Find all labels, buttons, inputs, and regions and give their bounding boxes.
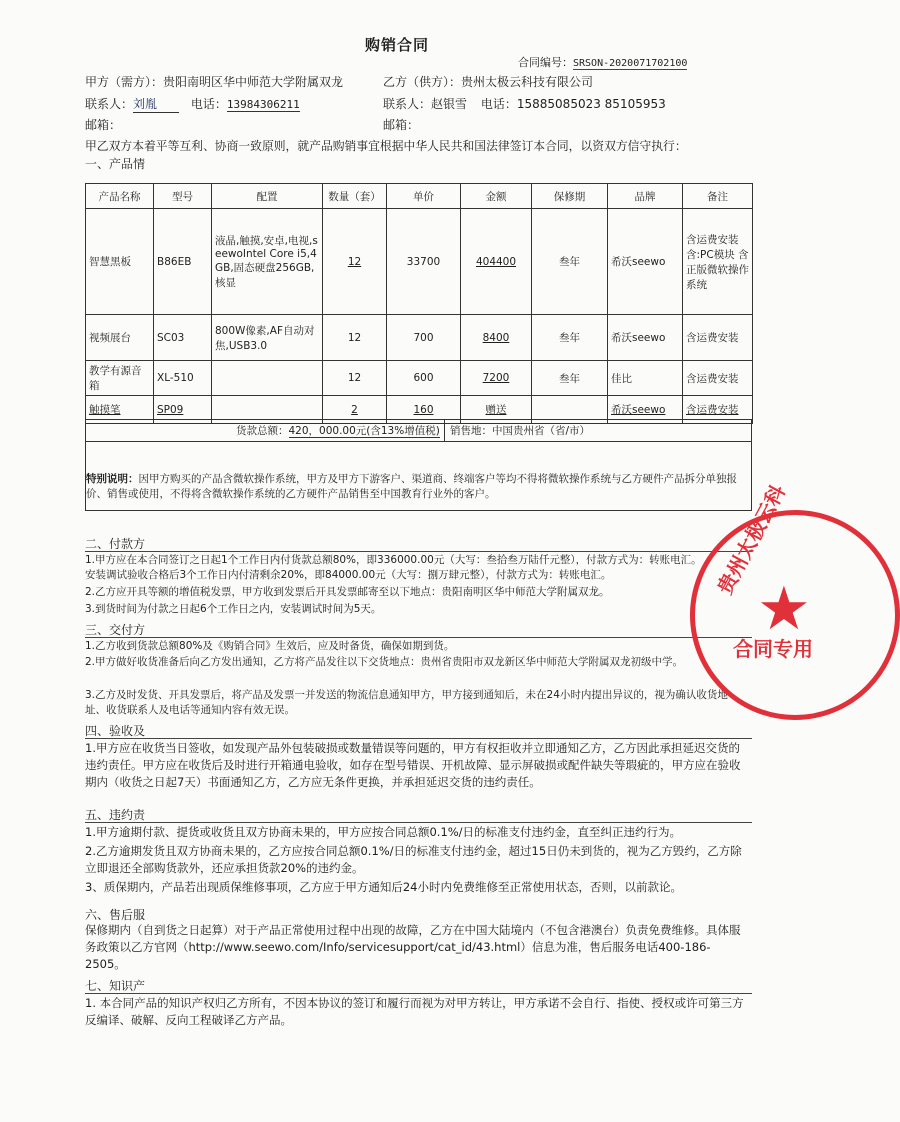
party-a-phone: 13984306211: [226, 98, 300, 111]
seal-star-icon: ★: [757, 574, 811, 644]
party-b-label: 乙方（供方）：: [383, 75, 462, 89]
cell-config: 液晶,触摸,安卓,电视,seewoIntel Core i5,4GB,固态硬盘256GB,核显: [212, 209, 323, 315]
total-label: 货款总额：: [236, 425, 289, 437]
cell-qty: 2: [323, 396, 387, 424]
cell-remark: 含运费安装 含:PC模块 含正版微软操作系统: [683, 209, 753, 315]
special-note: [86, 472, 746, 502]
cell-brand: 希沃seewo: [608, 209, 683, 315]
ip-clause-1: 1. 本合同产品的知识产权归乙方所有，不因本协议的签订和履行而视为对甲方转让，甲方承诺不会自行、指使、授权或许可第三方反编译、破解、反向工程破译乙方产品。: [85, 996, 744, 1027]
section-6-title: 六、售后服: [85, 908, 146, 922]
liability-clause-1: 1.甲方逾期付款、提货或收货且双方协商未果的，甲方应按合同总额0.1%/日的标准支付违约金，直至纠正违约行为。: [85, 825, 682, 839]
header-unit-price: 单价: [387, 184, 461, 209]
cell-price: 160: [387, 396, 461, 424]
section-3-title: 三、交付方: [85, 623, 146, 637]
table-row: [86, 315, 753, 361]
total-note: (含13%增值税): [366, 425, 440, 437]
cell-qty: 12: [323, 361, 387, 396]
total-amount: [236, 423, 440, 438]
special-note-label: 特别说明：: [86, 473, 139, 485]
header-product-name: 产品名称: [86, 184, 154, 209]
party-b-phone: 15885085023 85105953: [516, 97, 666, 111]
cell-name: 智慧黑板: [86, 209, 154, 315]
cell-remark: 含运费安装: [683, 361, 753, 396]
cell-qty: 12: [323, 209, 387, 315]
cell-name: 教学有源音箱: [86, 361, 154, 396]
delivery-clause-1: 1.乙方收到货款总额80%及《购销合同》生效后，应及时备货，确保如期到货。: [85, 640, 455, 652]
acceptance-clause-1: 1.甲方应在收货当日签收，如发现产品外包装破损或数量错误等问题的，甲方有权拒收并立即通知乙方，乙方因此承担延迟交货的违约责任。甲方应在收货后及时进行开箱通电验收，如存在型号错误、开机故障、显示屏破损或配件缺失等瑕疵的，甲方应在验收期内（收货之日起7天）书面通知乙方，乙方应无条件更换，并承担延迟交货的违约责任。: [85, 741, 741, 789]
liability-clause-3: 3、质保期内，产品若出现质保维修事项，乙方应于甲方通知后24小时内免费维修至正常使用状态，否则，以前款论。: [85, 880, 682, 894]
header-remark: 备注: [683, 184, 753, 209]
contract-number-label: 合同编号：: [518, 56, 573, 69]
cell-brand: 希沃seewo: [608, 315, 683, 361]
party-a-label: 甲方（需方）：: [85, 75, 164, 89]
special-note-box: [85, 441, 752, 511]
cell-price: 33700: [387, 209, 461, 315]
sale-place: 销售地：中国贵州省（省/市）: [450, 425, 591, 437]
cell-warranty: 叁年: [532, 209, 608, 315]
header-brand: 品牌: [608, 184, 683, 209]
delivery-clause-2: 2.甲方做好收货准备后向乙方发出通知，乙方将产品发往以下交货地点：贵州省贵阳市双龙新区华中师范大学附属双龙初级中学。: [85, 656, 684, 668]
section-4-title: 四、验收及: [85, 724, 146, 738]
cell-brand: 佳比: [608, 361, 683, 396]
contract-number: [518, 54, 687, 70]
cell-warranty: 叁年: [532, 315, 608, 361]
cell-name: 视频展台: [86, 315, 154, 361]
cell-amount: 7200: [461, 361, 532, 396]
liability-clause-2: 2.乙方逾期发货且双方协商未果的，乙方应按合同总额0.1%/日的标准支付违约金，超过15日仍未到货的，视为乙方毁约，乙方除立即退还全部购货款外，还应承担货款20%的违约金。: [85, 844, 742, 875]
cell-price: 700: [387, 315, 461, 361]
header-quantity: 数量（套）: [323, 184, 387, 209]
cell-brand: 希沃seewo: [608, 396, 683, 424]
cell-config: 800W像素,AF自动对焦,USB3.0: [212, 315, 323, 361]
cell-model: SP09: [154, 396, 212, 424]
cell-amount: 404400: [461, 209, 532, 315]
cell-warranty: 叁年: [532, 361, 608, 396]
contract-number-value: SRSON-2020071702100: [573, 58, 688, 69]
section-5-title: 五、违约责: [85, 808, 146, 822]
cell-config: [212, 361, 323, 396]
total-row: [85, 419, 752, 441]
special-note-text: 因甲方购买的产品含微软操作系统，甲方及甲方下游客户、渠道商、终端客户等均不得将微软操作系统与乙方硬件产品拆分单独报价、销售或使用，不得将含微软操作系统的乙方硬件产品销售至中国教育行业外的客户。: [86, 473, 737, 500]
cell-model: B86EB: [154, 209, 212, 315]
section-7-title: 七、知识产: [85, 979, 146, 993]
party-b-mail-label: 邮箱：: [383, 118, 420, 132]
cell-model: XL-510: [154, 361, 212, 396]
after-sales-clause: 保修期内（自到货之日起算）对于产品正常使用过程中出现的故障，乙方在中国大陆境内（不包含港澳台）负责免费维修。具体服务政策以乙方官网（http://www.seewo.com/Info/servicesupport/cat_id/43.html）信息为准，售后服务电话400-186-2505。: [85, 923, 741, 971]
header-warranty: 保修期: [532, 184, 608, 209]
party-a-name: 贵阳南明区华中师范大学附属双龙: [163, 75, 344, 89]
payment-clause-1: 1.甲方应在本合同签订之日起1个工作日内付货款总额80%，即336000.00元（大写：叁拾叁万陆仟元整），付款方式为：转账电汇。安装调试验收合格后3个工作日内付清剩余20%，即84000.00元（大写：捌万肆元整），付款方式为：转账电汇。: [85, 554, 702, 581]
header-model: 型号: [154, 184, 212, 209]
party-a-contact-line: [85, 95, 300, 113]
header-amount: 金额: [461, 184, 532, 209]
party-a-mail-label: 邮箱：: [85, 118, 122, 132]
intro-text: 甲乙双方本着平等互利、协商一致原则，就产品购销事宜根据中华人民共和国法律签订本合同，以资双方信守执行：: [85, 139, 687, 153]
party-a-contact-label: 联系人：: [85, 97, 134, 111]
product-table: [85, 183, 753, 424]
total-value: 420，000.00元: [288, 425, 367, 437]
payment-clause-2: 2.乙方应开具等额的增值税发票，甲方收到发票后开具发票邮寄至以下地点：贵阳南明区华中师范大学附属双龙。: [85, 586, 610, 598]
party-b-line: [383, 73, 593, 90]
cell-remark: 含运费安装: [683, 396, 753, 424]
company-seal: [690, 480, 900, 720]
party-a-phone-label: 电话：: [190, 97, 227, 111]
payment-clause-3: 3.到货时间为付款之日起6个工作日之内，安装调试时间为5天。: [85, 603, 382, 615]
cell-name: 触摸笔: [86, 396, 154, 424]
document-title: 购销合同: [364, 36, 429, 54]
seal-text-top: 贵州太极云科: [712, 480, 791, 599]
cell-amount: 8400: [461, 315, 532, 361]
table-row: [86, 361, 753, 396]
party-a-contact: 刘胤: [133, 95, 179, 113]
header-config: 配置: [212, 184, 323, 209]
table-row: [86, 209, 753, 315]
section-2-title: 二、付款方: [85, 537, 146, 551]
party-a-line: [85, 73, 343, 90]
delivery-clause-3: 3.乙方及时发货、开具发票后，将产品及发票一并发送的物流信息通知甲方，甲方接到通知后，未在24小时内提出异议的，视为确认收货地址、收货联系人及电话等通知内容有效无误。: [85, 689, 728, 716]
cell-qty: 12: [323, 315, 387, 361]
party-b-contact-line: [383, 95, 666, 112]
section-1-title: 一、产品情: [85, 157, 146, 171]
party-b-contact: 赵银雪: [431, 97, 468, 111]
cell-price: 600: [387, 361, 461, 396]
table-header-row: [86, 184, 753, 209]
cell-model: SC03: [154, 315, 212, 361]
party-b-name: 贵州太极云科技有限公司: [461, 75, 594, 89]
cell-amount: 赠送: [461, 396, 532, 424]
seal-text-bottom: 合同专用: [733, 637, 813, 661]
cell-remark: 含运费安装: [683, 315, 753, 361]
party-b-contact-label: 联系人：: [383, 97, 432, 111]
party-b-phone-label: 电话：: [480, 97, 517, 111]
